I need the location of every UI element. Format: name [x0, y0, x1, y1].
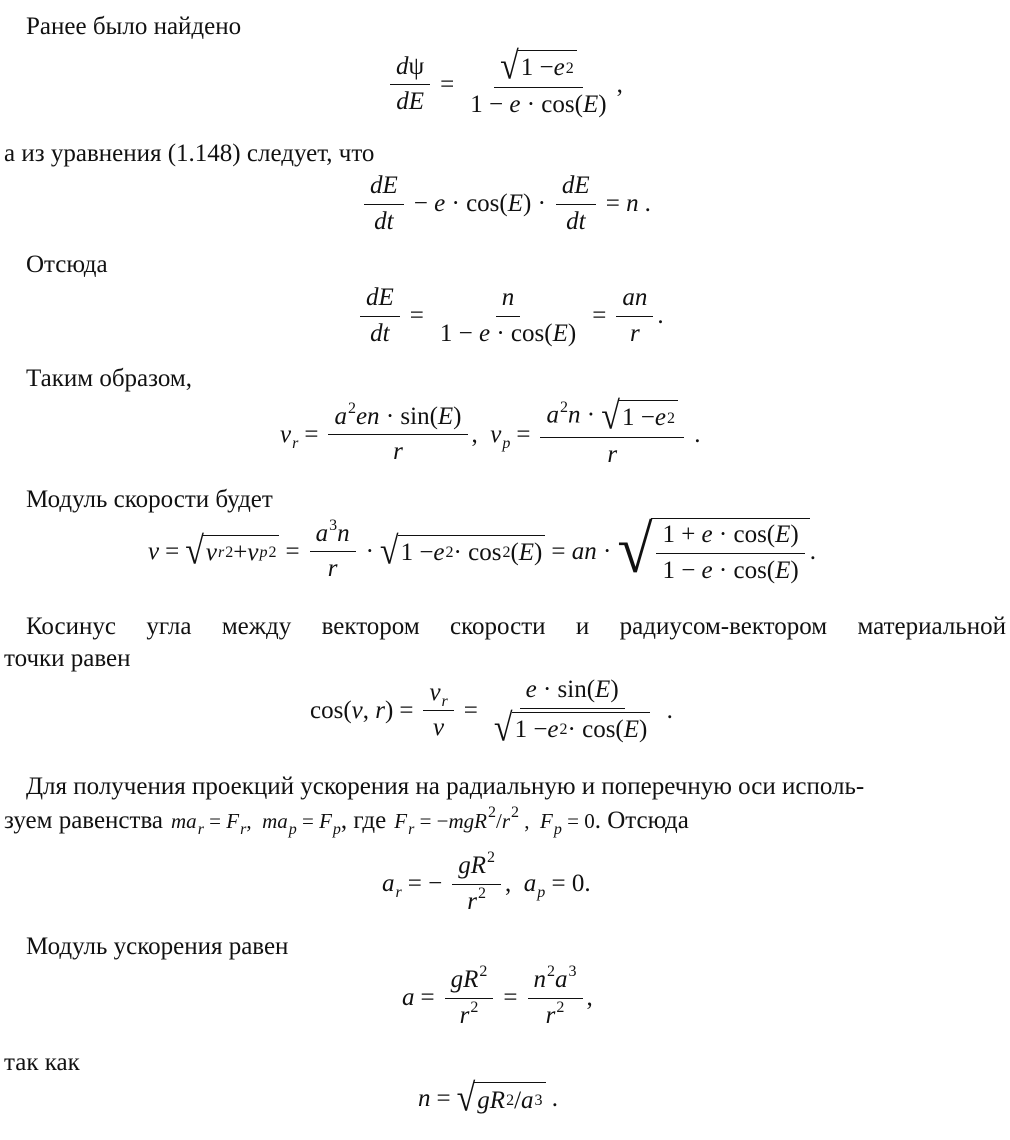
equation-mean-motion: n = √ gR 2 / a 3 . [418, 1077, 559, 1120]
text-acceleration-projections-line1: Для получения проекций ускорения на радиальную и поперечную оси исполь- [26, 773, 865, 800]
text-hence: Отсюда [26, 251, 108, 278]
word: угла [146, 613, 192, 640]
text-segment: Отсюда [607, 807, 689, 834]
text-segment: зуем равенства [4, 807, 164, 834]
equation-acceleration-modulus: a = $\frac{gR^2}{r^2}$ = $\frac{n^2a^3}{r^2}$ , [402, 963, 593, 1029]
equation-velocity-components: $v_r$ = $\frac{a^2en \cdot \sin(E)}{r}$ , $v_p$ = $a^2n$ · √ 1 − e 2 r . [280, 395, 701, 468]
text-cosine-angle-line2: точки равен [4, 645, 131, 672]
text-acceleration-projections-line2: зуем равенства $ma_r = F_r$, $ma_p = F_p$ , где $F_r = -mgR^2/r^2$ , $F_p = 0$ . Отсюда [4, 804, 689, 838]
text-thus: Таким образом, [26, 365, 192, 392]
equation-dpsi-dE: $\frac{d\psi}{dE}$ = √ 1 − e 2 1 − e · cos(E) , [386, 50, 623, 120]
text-since: так как [4, 1049, 80, 1076]
equation-kepler-derivative: $\frac{dE}{dt}$ − e · cos(E) · $\frac{dE}{dt}$ = n . [360, 172, 651, 237]
text-earlier-found: Ранее было найдено [26, 13, 242, 40]
inline-formula-newton: $ma_r = F_r$, $ma_p = F_p$ [171, 809, 341, 838]
word: материальной [857, 613, 1006, 640]
equation-dE-dt: $\frac{dE}{dt}$ = $\frac{n}{1 - e \cdot \cos(E)}$ = $\frac{an}{r}$ . [356, 284, 664, 349]
word: и [575, 613, 590, 640]
inline-formula-forces: $F_r = -mgR^2/r^2$ , $F_p = 0$ [394, 804, 595, 838]
equation-cosine-velocity-radius: cos(v, r) = $\frac{v_r}{v}$ = e · sin(E) √ 1 − e 2 · cos( E ) . [310, 676, 673, 750]
word: вектором [321, 613, 420, 640]
word: скорости [450, 613, 546, 640]
word: Косинус [26, 613, 117, 640]
text-cosine-angle-line1 [26, 614, 1006, 639]
equation-speed-modulus: v = √ v r 2 + v p 2 = $\frac{a^3n}{r}$ · √ 1 − e 2 · cos 2 ( E ) = an · √ $\frac{1 + e \cdot \cos(E)}{1 - e \cdot \cos(E)}$ . [148, 512, 816, 587]
equation-acceleration-components: $a_r$ = − $\frac{gR^2}{r^2}$ , $a_p = 0$ . [382, 849, 591, 915]
text-acceleration-modulus: Модуль ускорения равен [26, 933, 289, 960]
word: радиусом-вектором [619, 613, 828, 640]
text-speed-modulus: Модуль скорости будет [26, 486, 273, 513]
text-from-equation: а из уравнения (1.148) следует, что [4, 140, 375, 167]
text-segment: где [353, 807, 387, 834]
word: между [221, 613, 292, 640]
